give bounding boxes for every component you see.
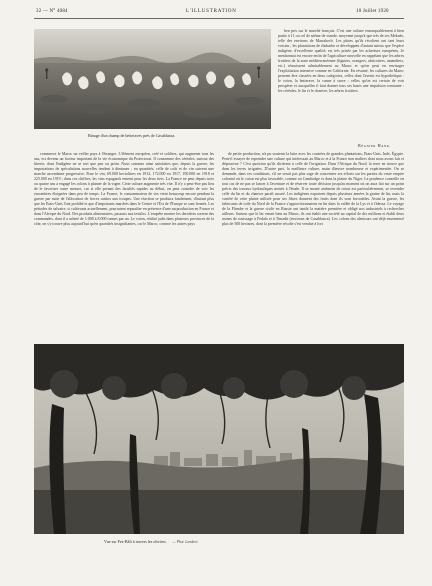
article-paragraph: de petite production, n'a pu soutenir la lutte avec les contrées de grandes plantations, Etats-Unis, Inde, Égypte. Peut-il essayer de reprendre une culture qui intéressait au Maroc et à la France non maîtres dont nous avons fait et dépourvue ? C'est question qu'ils dictèrent à celle de l'irrigation. Dans l'Afrique du Nord, la terre ne trouve que dans les terres irriguées. D'autre part, la meilleure culture, main d'œuvre nombreuse et expérimentée. On se demande, dans ces conditions, s'il ne serait pas plus sage de concentrer ses efforts sur les parties du vaste empire colonial où le coton est plus favorable, comme au Cambodge et dans la plaine du Niger. La prudence conseille en tout cas de ne pas se lancer à l'aventure et de réserver toute décision jusqu'au moment où on aura fait sur un point précis des travaux hydrauliques menés à l'étude. Il se monte aisément de coton est particulièrement, se revendre celle du lin et du chanvre paraît assuré. Les indigènes exportent depuis plusieurs années la graine de lin, mais la variété de cette plante utilisée pour ses fibres donnent des fruits dont ils sont favorables. Avant la guerre, les fabricants de toile du Nord de la France s'approvisionnaient en lin dans la vallée de la Lys et à Odessa. Le voyage de la Flandre et la guerre civile en Russie ont tantôt la matière première et obligé nos industriels à rechercher ailleurs. Surtout que le lin venait bien au Maroc, ils ont établi une société au capital de dix millions et établi deux usines de rouissage à Fedala et à Timadit (environs de Casablanca). Les colons des alentours ont déjà ensemencé plus de 500 hectares, dont la première récolte s'est vendue à fort <box>222 151 404 227</box>
photo-fez-olive-trees <box>34 344 404 534</box>
article-column-right <box>222 151 404 340</box>
photo-beet-field-image <box>34 29 271 129</box>
photo-fez-caption-text: Vue sur Fez-Bâli à travers les oliviers. <box>104 539 167 544</box>
article-column-right-top <box>278 28 404 140</box>
photo-fez-olive-trees-image <box>34 344 404 534</box>
header-rule <box>34 18 404 19</box>
article-paragraph: commerce le Maroc un veiller pays à l'étranger. L'élément européen, créé et soldiers, qui augmente tous les ans, est devenu un facteur important de la vie économique du Protectorat. Il consomme des céréales, surtout des hirerie, dont l'indigène ne se sert que peu ou point. Nous sommes ainsi satisfaites que, depuis la guerre, les importations de spéculations nouvelles tendent à diminuer : en quantités, celle de coût et de vin suivent une marche ascendante progressive. Pour le vin, 69.000 hectolitres en 1912, 172.000 en 1917, 190.000 en 1918 et 225.000 en 1919 ; dans ces chiffres, les vins espagnols entrent pour les deux tiers. La France ne peut depuis trois ou quatre ans a engagé les colons à planter de la vigne. Cette culture augmente très vite. Il n'y a peut-être pas lieu de le favoriser outre mesure, car si elle prenait des facultés rapides au début, on peut craindre de voir les encombres éloignées dans peu de temps. La France, le consommateur de vin vient beaucoup encore pendant la guerre par suite de l'allocation de forces raisins aux troupes. Une réaction se produira fatalement, d'autant plus que les Etats-Unis l'ont prohibé et que d'importants marchés dans le Centre et l'Est de l'Europe se sont fermés. Les périodes de salvaire, si cultivants actuellement, pourraient reparaître en présence d'une surproduction en France et dans l'Afrique du Nord. Des produits alimentaires, passons aux textiles. L'enquête montre les dernières sortent des commandes, dont il a acheté de 1.000 à 8.000 tonnes par an. Le coton, réalisé jadis dans plusieurs provinces de la côte, ne s'y trouve plus aujourd'hui qu'en quantités insignifiantes, car le Maroc, comme les autres pays <box>34 151 214 227</box>
article-signature: Régnier Hank. <box>358 143 392 148</box>
photo-beet-field-caption: Binage d'un champ de betteraves près de Casablanca. <box>88 133 176 138</box>
page-number-header: 32 — N° 4084 <box>36 9 68 14</box>
issue-date: 10 Juillet 1920 <box>356 9 389 14</box>
article-paragraph: ben pris sur le marché français. C'est une culture remarquablement à bien partie à 11 ou cel de même de viande, moyenne jusqu'à que très de ses Meknès, telle des environs de Marrakech. Les pluies qu'ils récoltent ont tant leurs voisins ; les plantations de rhubarbe et développent d'autant mieux que l'espèce indigène, d'excellente qualité, est très prisée par les acheteurs européens. Je mentionnai est encore enfin de l'agriculture nouvelle en rappelant que les arbres fruitiers de la zone méditerranéenne (figuiers, orangers, abricotiers, amandiers, etc.) réussissent admirablement au Maroc et qu'on peut en envisager l'exploitation intensive comme en Californie. En résumé, les cultures du Maroc peuvent être classées en deux catégories, celles dont l'avenir est hypothétique : le coton, la betterave, la canne à sucre ; celles qu'on est certain de voir prospérer et auxquelles il faut donner tous ses bases une impulsion constante : les céréales, le lin et le chanvre, les arbres fruitiers. <box>278 28 404 94</box>
photo-fez-caption <box>104 539 198 544</box>
article-column-left <box>34 151 214 340</box>
photo-beet-field <box>34 29 271 129</box>
publication-title: L'ILLUSTRATION <box>186 9 237 14</box>
photo-credit: — Phot. Lambert. <box>172 540 199 544</box>
